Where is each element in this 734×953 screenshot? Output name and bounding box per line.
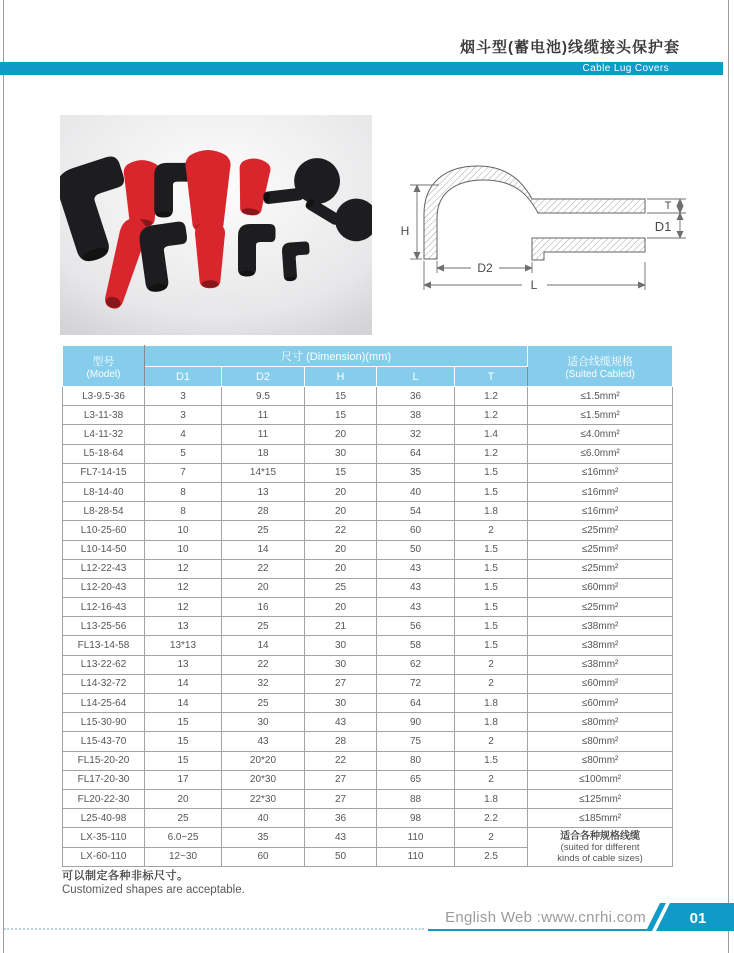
cell-l: 43 — [377, 598, 455, 617]
table-row — [63, 406, 673, 425]
table-row — [63, 387, 673, 406]
suited-merged-line: kinds of cable sizes) — [557, 852, 643, 864]
cell-l: 65 — [377, 770, 455, 789]
cell-d2: 25 — [222, 617, 305, 636]
cell-h: 15 — [305, 406, 377, 425]
cell-d1: 13 — [145, 617, 222, 636]
cell-d2: 20 — [222, 578, 305, 597]
header-suited — [528, 346, 673, 387]
cell-d1: 7 — [145, 463, 222, 482]
cell-t: 1.5 — [455, 636, 528, 655]
cell-d2: 11 — [222, 425, 305, 444]
cell-model: L14-32-72 — [63, 674, 145, 693]
cell-l: 64 — [377, 694, 455, 713]
cell-model: L10-14-50 — [63, 540, 145, 559]
cell-suited: ≤6.0mm² — [528, 444, 673, 463]
cell-t: 1.5 — [455, 540, 528, 559]
cell-h: 27 — [305, 789, 377, 808]
cell-d1: 6.0~25 — [145, 828, 222, 847]
cell-h: 30 — [305, 444, 377, 463]
cell-h: 36 — [305, 809, 377, 828]
cell-d1: 14 — [145, 694, 222, 713]
cell-d2: 30 — [222, 713, 305, 732]
table-row — [63, 598, 673, 617]
cell-suited: ≤25mm² — [528, 521, 673, 540]
cell-suited: ≤80mm² — [528, 751, 673, 770]
cell-d2: 32 — [222, 674, 305, 693]
cell-d1: 15 — [145, 713, 222, 732]
table-row — [63, 789, 673, 808]
cell-h: 20 — [305, 559, 377, 578]
cell-t: 2 — [455, 770, 528, 789]
table-row — [63, 713, 673, 732]
cell-l: 90 — [377, 713, 455, 732]
cell-model: L12-22-43 — [63, 559, 145, 578]
cell-l: 54 — [377, 502, 455, 521]
cell-suited: ≤16mm² — [528, 482, 673, 501]
label-D2: D2 — [477, 261, 493, 275]
cell-t: 1.8 — [455, 694, 528, 713]
cell-l: 98 — [377, 809, 455, 828]
cell-h: 20 — [305, 540, 377, 559]
page-number-banner — [622, 899, 734, 933]
cell-t: 1.5 — [455, 578, 528, 597]
cell-model: L8-28-54 — [63, 502, 145, 521]
cell-suited: ≤25mm² — [528, 559, 673, 578]
label-L: L — [530, 278, 538, 292]
cell-d2: 43 — [222, 732, 305, 751]
cell-l: 35 — [377, 463, 455, 482]
header-t: T — [455, 367, 528, 387]
cell-h: 15 — [305, 463, 377, 482]
table-row — [63, 674, 673, 693]
cell-d2: 14 — [222, 540, 305, 559]
cell-h: 43 — [305, 713, 377, 732]
cell-t: 1.2 — [455, 444, 528, 463]
cell-model: L3-9.5-36 — [63, 387, 145, 406]
table-row — [63, 559, 673, 578]
dimension-diagram — [392, 142, 692, 312]
cell-d2: 20*20 — [222, 751, 305, 770]
cell-t: 1.2 — [455, 406, 528, 425]
cell-d2: 22 — [222, 655, 305, 674]
cell-l: 64 — [377, 444, 455, 463]
cell-h: 27 — [305, 770, 377, 789]
table-row — [63, 502, 673, 521]
cell-l: 38 — [377, 406, 455, 425]
table-row — [63, 444, 673, 463]
cell-d1: 8 — [145, 502, 222, 521]
cell-model: FL15-20-20 — [63, 751, 145, 770]
table-row — [63, 521, 673, 540]
cell-l: 40 — [377, 482, 455, 501]
cell-t: 2 — [455, 828, 528, 847]
notes — [62, 867, 245, 896]
cell-suited: ≤4.0mm² — [528, 425, 673, 444]
cell-model: L12-16-43 — [63, 598, 145, 617]
cell-t: 1.4 — [455, 425, 528, 444]
cell-h: 22 — [305, 751, 377, 770]
cell-h: 20 — [305, 425, 377, 444]
cell-model: LX-60-110 — [63, 847, 145, 866]
cell-d2: 18 — [222, 444, 305, 463]
cell-t: 1.8 — [455, 789, 528, 808]
header-d2: D2 — [222, 367, 305, 387]
cell-d2: 60 — [222, 847, 305, 866]
header-suited-en: (Suited Cabled) — [565, 368, 635, 380]
label-T: T — [664, 200, 672, 212]
cell-t: 2 — [455, 732, 528, 751]
cell-l: 75 — [377, 732, 455, 751]
spec-table — [62, 345, 673, 867]
cell-d2: 14*15 — [222, 463, 305, 482]
cell-l: 36 — [377, 387, 455, 406]
table-row — [63, 655, 673, 674]
label-D1: D1 — [654, 219, 672, 234]
cell-d1: 14 — [145, 674, 222, 693]
table-row — [63, 828, 673, 847]
cell-suited: ≤100mm² — [528, 770, 673, 789]
cell-suited: ≤38mm² — [528, 636, 673, 655]
cell-l: 62 — [377, 655, 455, 674]
cell-d1: 10 — [145, 540, 222, 559]
cover-red-large — [185, 150, 230, 233]
suited-merged-line: (suited for different — [560, 841, 640, 853]
cell-d1: 25 — [145, 809, 222, 828]
cell-model: L15-43-70 — [63, 732, 145, 751]
cell-l: 58 — [377, 636, 455, 655]
cell-model: FL17-20-30 — [63, 770, 145, 789]
cell-d2: 22*30 — [222, 789, 305, 808]
table-row — [63, 540, 673, 559]
cell-h: 30 — [305, 694, 377, 713]
cell-suited: ≤60mm² — [528, 694, 673, 713]
cell-t: 1.8 — [455, 502, 528, 521]
cell-d2: 40 — [222, 809, 305, 828]
page-number: 01 — [689, 910, 707, 927]
cell-t: 2 — [455, 655, 528, 674]
cell-l: 60 — [377, 521, 455, 540]
spec-table-body — [63, 387, 673, 867]
cell-h: 25 — [305, 578, 377, 597]
cell-h: 22 — [305, 521, 377, 540]
cell-t: 2.2 — [455, 809, 528, 828]
cell-l: 72 — [377, 674, 455, 693]
cell-model: L10-25-60 — [63, 521, 145, 540]
table-row — [63, 809, 673, 828]
right-trim-line — [728, 0, 729, 953]
cell-h: 50 — [305, 847, 377, 866]
label-H: H — [400, 224, 410, 238]
cell-d1: 4 — [145, 425, 222, 444]
cover-red-funnel-small — [195, 221, 225, 288]
cell-d1: 20 — [145, 789, 222, 808]
cell-d1: 12 — [145, 598, 222, 617]
cell-d1: 12~30 — [145, 847, 222, 866]
cell-d1: 13 — [145, 655, 222, 674]
table-row — [63, 636, 673, 655]
cell-h: 30 — [305, 655, 377, 674]
header-suited-cn: 适合线缆规格 — [567, 355, 634, 368]
table-row — [63, 425, 673, 444]
cell-suited: ≤38mm² — [528, 655, 673, 674]
cell-model: LX-35-110 — [63, 828, 145, 847]
cell-suited-merged — [528, 828, 673, 866]
cell-l: 110 — [377, 828, 455, 847]
cell-l: 50 — [377, 540, 455, 559]
cell-t: 1.5 — [455, 482, 528, 501]
cell-h: 21 — [305, 617, 377, 636]
cell-model: L15-30-90 — [63, 713, 145, 732]
cell-model: L8-14-40 — [63, 482, 145, 501]
cell-t: 1.5 — [455, 598, 528, 617]
cell-l: 43 — [377, 559, 455, 578]
cell-d2: 14 — [222, 636, 305, 655]
cell-h: 30 — [305, 636, 377, 655]
cell-h: 27 — [305, 674, 377, 693]
cell-suited: ≤80mm² — [528, 713, 673, 732]
cell-l: 32 — [377, 425, 455, 444]
header-dimension: 尺寸 (Dimension)(mm) — [145, 346, 528, 367]
cell-d1: 13*13 — [145, 636, 222, 655]
cell-l: 110 — [377, 847, 455, 866]
cell-l: 56 — [377, 617, 455, 636]
cell-d1: 15 — [145, 751, 222, 770]
note-en: Customized shapes are acceptable. — [62, 884, 245, 896]
header-d1: D1 — [145, 367, 222, 387]
cell-d2: 28 — [222, 502, 305, 521]
cell-d1: 15 — [145, 732, 222, 751]
footer-dotted-line — [4, 928, 424, 930]
cell-d2: 22 — [222, 559, 305, 578]
cell-t: 2 — [455, 521, 528, 540]
page-title-en: Cable Lug Covers — [582, 63, 669, 74]
table-row — [63, 617, 673, 636]
cell-d1: 5 — [145, 444, 222, 463]
cell-model: FL13-14-58 — [63, 636, 145, 655]
cell-suited: ≤25mm² — [528, 598, 673, 617]
cell-model: FL20-22-30 — [63, 789, 145, 808]
cell-h: 43 — [305, 828, 377, 847]
cell-d2: 20*30 — [222, 770, 305, 789]
cell-suited: ≤125mm² — [528, 789, 673, 808]
product-photo — [60, 115, 372, 335]
cell-model: L5-18-64 — [63, 444, 145, 463]
cell-d1: 8 — [145, 482, 222, 501]
cell-t: 2 — [455, 674, 528, 693]
cell-suited: ≤1.5mm² — [528, 406, 673, 425]
cell-d1: 17 — [145, 770, 222, 789]
cell-t: 1.5 — [455, 463, 528, 482]
header-model — [63, 346, 145, 387]
cell-h: 28 — [305, 732, 377, 751]
cell-t: 2.5 — [455, 847, 528, 866]
note-cn: 可以制定各种非标尺寸。 — [62, 870, 189, 882]
table-row — [63, 578, 673, 597]
cell-model: L3-11-38 — [63, 406, 145, 425]
cell-suited: ≤16mm² — [528, 502, 673, 521]
cell-d2: 25 — [222, 521, 305, 540]
website-text: English Web :www.cnrhi.com — [445, 909, 646, 926]
cell-model: L12-20-43 — [63, 578, 145, 597]
cell-t: 1.8 — [455, 713, 528, 732]
cell-l: 43 — [377, 578, 455, 597]
cell-suited: ≤1.5mm² — [528, 387, 673, 406]
footer-underline — [428, 929, 650, 931]
cell-d2: 25 — [222, 694, 305, 713]
suited-merged-line: 适合各种规格线缆 — [560, 830, 641, 842]
table-row — [63, 751, 673, 770]
cell-h: 20 — [305, 482, 377, 501]
cell-suited: ≤25mm² — [528, 540, 673, 559]
cell-d1: 12 — [145, 559, 222, 578]
cell-l: 80 — [377, 751, 455, 770]
cell-d2: 13 — [222, 482, 305, 501]
table-row — [63, 463, 673, 482]
cell-suited: ≤16mm² — [528, 463, 673, 482]
page-title-cn: 烟斗型(蓄电池)线缆接头保护套 — [460, 39, 680, 56]
cell-suited: ≤60mm² — [528, 578, 673, 597]
cell-d2: 11 — [222, 406, 305, 425]
cell-suited: ≤185mm² — [528, 809, 673, 828]
header-l: L — [377, 367, 455, 387]
cell-model: L13-25-56 — [63, 617, 145, 636]
cell-l: 88 — [377, 789, 455, 808]
table-row — [63, 694, 673, 713]
table-row — [63, 482, 673, 501]
cell-d2: 9.5 — [222, 387, 305, 406]
cell-h: 20 — [305, 502, 377, 521]
cell-d2: 35 — [222, 828, 305, 847]
cell-d1: 12 — [145, 578, 222, 597]
cell-d1: 3 — [145, 387, 222, 406]
header-h: H — [305, 367, 377, 387]
cell-h: 15 — [305, 387, 377, 406]
spec-table-header — [63, 346, 673, 387]
left-trim-line — [3, 0, 4, 953]
cell-t: 1.5 — [455, 559, 528, 578]
cell-t: 1.5 — [455, 751, 528, 770]
header-model-cn: 型号 — [92, 355, 115, 368]
cell-d1: 3 — [145, 406, 222, 425]
cell-t: 1.2 — [455, 387, 528, 406]
cell-model: L14-25-64 — [63, 694, 145, 713]
cell-model: L25-40-98 — [63, 809, 145, 828]
section-lower-wall — [532, 238, 645, 260]
table-row — [63, 732, 673, 751]
cell-suited: ≤38mm² — [528, 617, 673, 636]
table-row — [63, 770, 673, 789]
section-bar — [0, 62, 723, 75]
cell-d2: 16 — [222, 598, 305, 617]
cell-d1: 10 — [145, 521, 222, 540]
cell-model: L13-22-62 — [63, 655, 145, 674]
cell-model: FL7-14-15 — [63, 463, 145, 482]
cell-h: 20 — [305, 598, 377, 617]
cell-t: 1.5 — [455, 617, 528, 636]
cell-suited: ≤60mm² — [528, 674, 673, 693]
cell-suited: ≤80mm² — [528, 732, 673, 751]
header-model-en: (Model) — [86, 368, 121, 380]
cell-model: L4-11-32 — [63, 425, 145, 444]
